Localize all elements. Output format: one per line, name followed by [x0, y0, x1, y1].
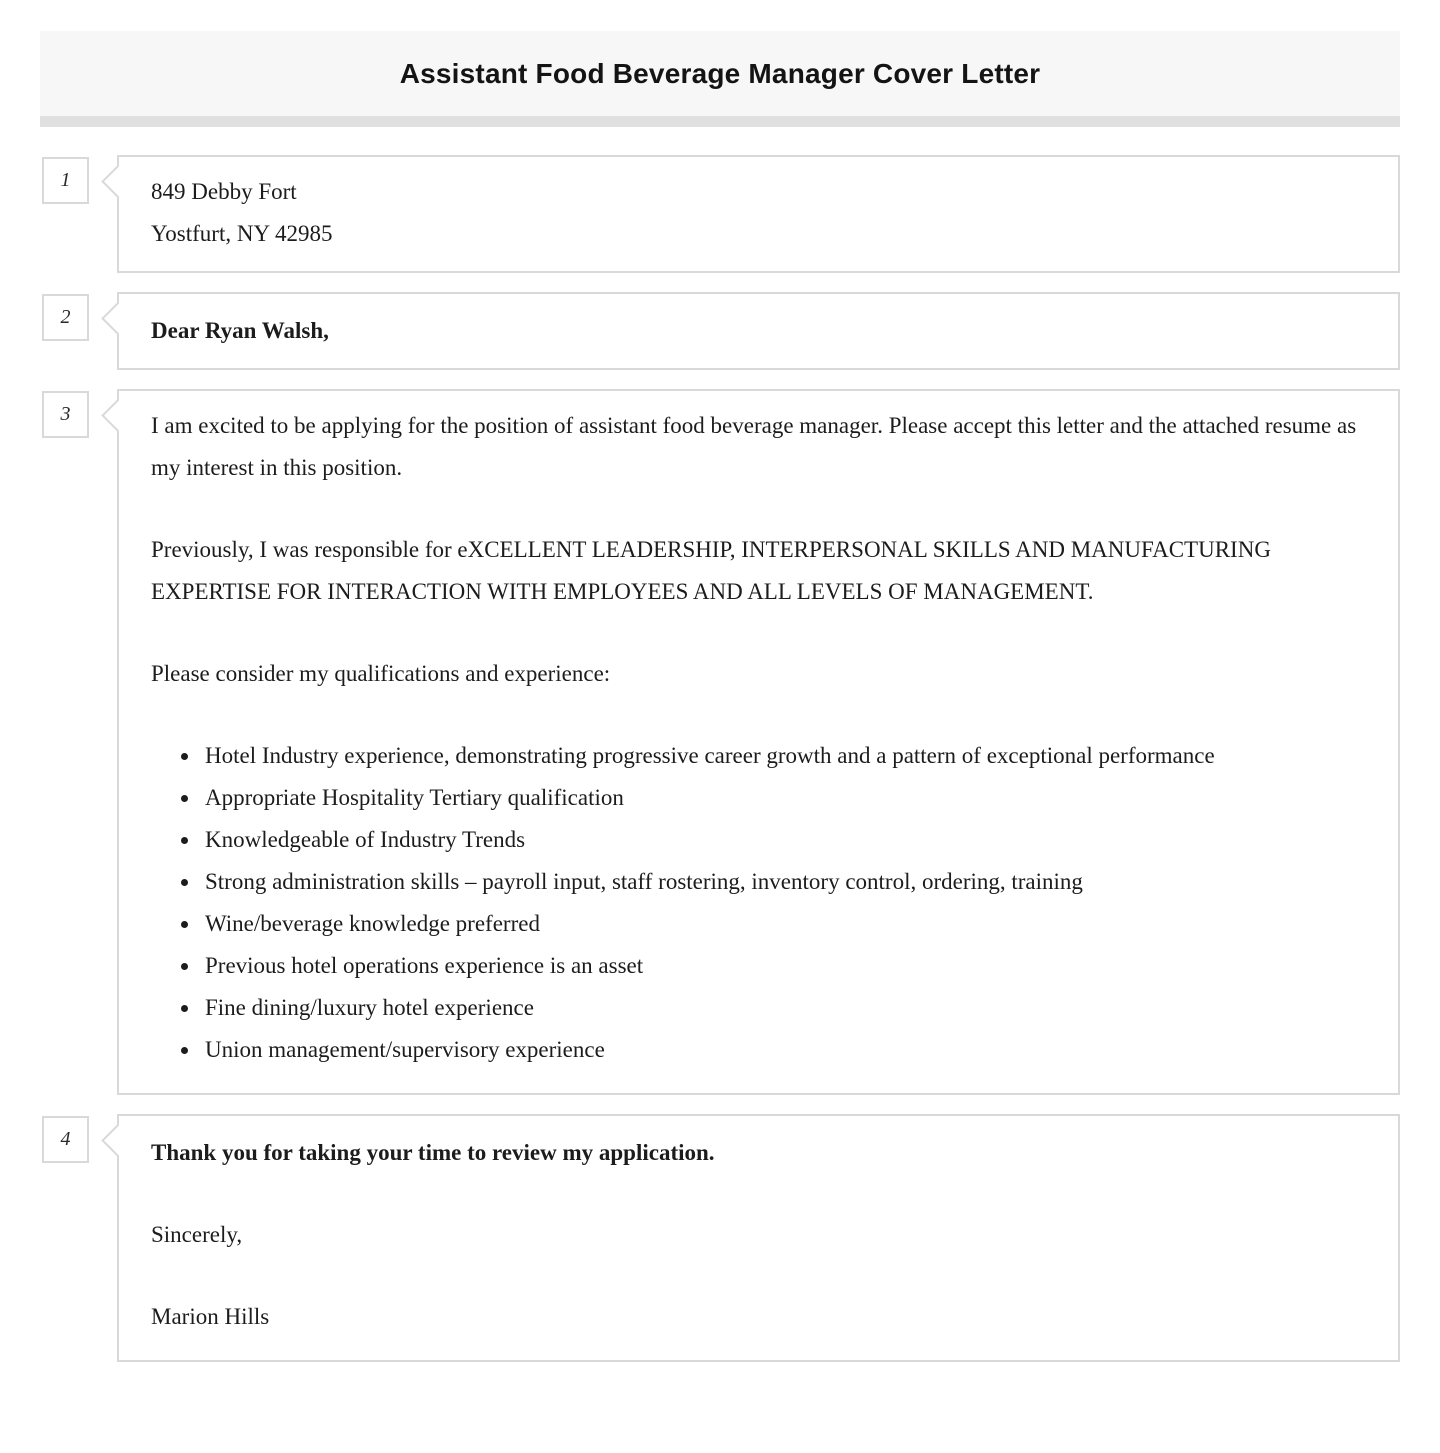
section-greeting — [40, 292, 1400, 370]
list-item: • Hotel Industry experience, demonstrating progressive career growth and a pattern of exceptional performance — [201, 735, 1366, 777]
address-box — [117, 155, 1400, 273]
section-number: 2 — [60, 306, 71, 328]
qualifications-list — [151, 735, 1366, 1071]
list-item: • Knowledgeable of Industry Trends — [201, 819, 1366, 861]
list-item: • Union management/supervisory experience — [201, 1029, 1366, 1071]
section-number-badge — [42, 157, 89, 204]
list-item: • Fine dining/luxury hotel experience — [201, 987, 1366, 1029]
section-body — [40, 389, 1400, 1095]
section-number: 3 — [60, 403, 71, 425]
list-item: • Strong administration skills – payroll input, staff rostering, inventory control, ordering, training — [201, 861, 1366, 903]
signoff-text: Sincerely, — [151, 1222, 243, 1247]
thanks-text: Thank you for taking your time to review my application. — [151, 1140, 715, 1165]
list-item: • Previous hotel operations experience is an asset — [201, 945, 1366, 987]
section-address — [40, 155, 1400, 273]
list-item: • Appropriate Hospitality Tertiary qualification — [201, 777, 1366, 819]
section-number-badge — [42, 391, 89, 438]
body-paragraph: I am excited to be applying for the position of assistant food beverage manager. Please accept this letter and the attached resume as my interest in this position. — [151, 413, 1357, 480]
section-number-badge — [42, 294, 89, 341]
greeting-text: Dear Ryan Walsh, — [151, 318, 329, 343]
section-number: 1 — [60, 169, 71, 191]
body-paragraph: Previously, I was responsible for eXCELLENT LEADERSHIP, INTERPERSONAL SKILLS AND MANUFACTURING EXPERTISE FOR INTERACTION WITH EMPLOYEES AND ALL LEVELS OF MANAGEMENT. — [151, 537, 1271, 604]
list-item: • Wine/beverage knowledge preferred — [201, 903, 1366, 945]
body-box — [117, 389, 1400, 1095]
page-header — [40, 31, 1400, 116]
greeting-box — [117, 292, 1400, 370]
signature-text: Marion Hills — [151, 1304, 270, 1329]
address-line-1: 849 Debby Fort — [151, 179, 297, 204]
section-closing — [40, 1114, 1400, 1362]
body-paragraph: Please consider my qualifications and experience: — [151, 661, 611, 686]
section-number: 4 — [60, 1128, 71, 1150]
address-line-2: Yostfurt, NY 42985 — [151, 221, 333, 246]
section-number-badge — [42, 1116, 89, 1163]
header-shadow-strip — [40, 116, 1400, 127]
closing-box — [117, 1114, 1400, 1362]
page-title: Assistant Food Beverage Manager Cover Letter — [399, 57, 1041, 89]
